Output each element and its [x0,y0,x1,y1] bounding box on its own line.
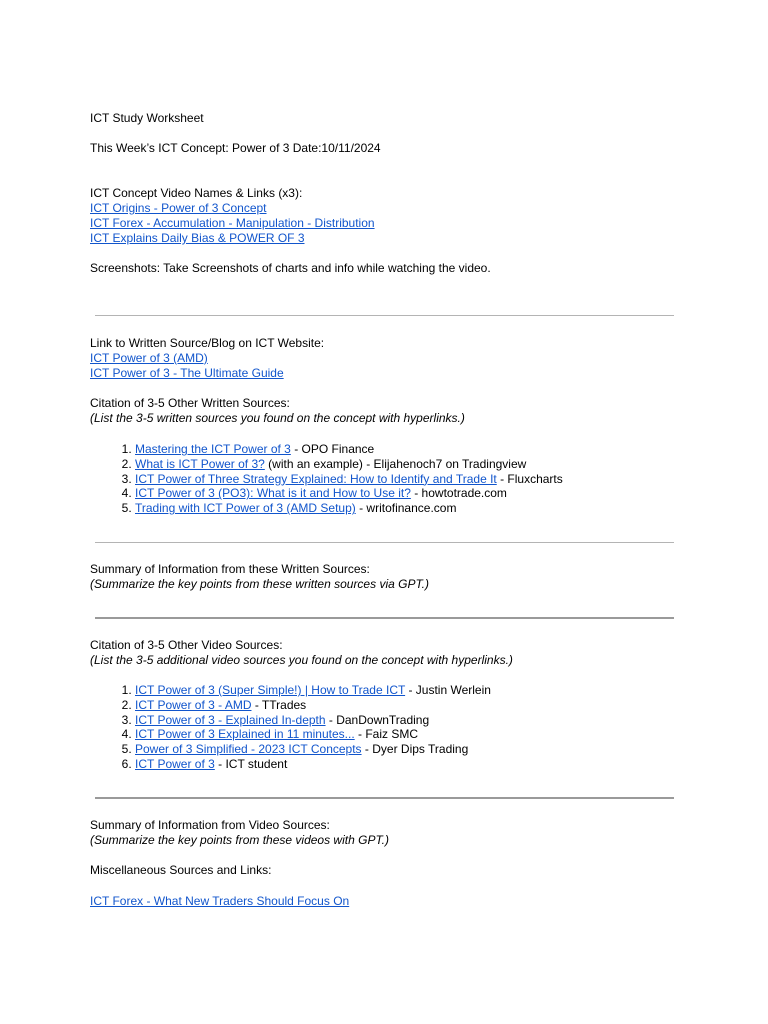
video-citation-source-4: - Faiz SMC [354,727,419,742]
divider-2 [95,542,674,543]
written-citation-source-2: (with an example) - Elijahenoch7 on Tradingview [264,456,527,471]
written-citations-header [90,396,465,426]
divider-3 [95,617,674,619]
video-summary-heading: Summary of Information from Video Sources: [90,818,330,832]
video-citation-link-4[interactable]: ICT Power of 3 Explained in 11 minutes... [135,727,355,742]
video-citation-source-5: - Dyer Dips Trading [361,742,469,757]
written-citation-source-4: - howtotrade.com [410,486,507,501]
list-item [135,442,563,457]
video-citation-link-3[interactable]: ICT Power of 3 - Explained In-depth [135,712,326,727]
video-citation-link-1[interactable]: ICT Power of 3 (Super Simple!) | How to Trade ICT [135,683,406,697]
written-citation-source-3: - Fluxcharts [496,471,563,486]
list-item [135,742,491,757]
video-citation-link-5[interactable]: Power of 3 Simplified - 2023 ICT Concepts [135,742,362,757]
written-link-2[interactable]: ICT Power of 3 - The Ultimate Guide [90,366,284,380]
video-citations-heading: Citation of 3-5 Other Video Sources: [90,638,283,652]
written-link-heading: Link to Written Source/Blog on ICT Website: [90,336,325,350]
list-item [135,457,563,472]
video-citation-source-3: - DanDownTrading [325,712,430,727]
list-item [135,727,491,742]
list-item [135,486,563,501]
screenshots-note: Screenshots: Take Screenshots of charts and info while watching the video. [90,261,491,275]
misc-heading: Miscellaneous Sources and Links: [90,863,272,877]
video-link-2[interactable]: ICT Forex - Accumulation - Manipulation - Distribution [90,216,375,230]
worksheet-title: ICT Study Worksheet [90,111,204,125]
video-citations-header [90,638,513,668]
written-summary-heading: Summary of Information from these Written Sources: [90,562,370,576]
list-item [135,757,491,772]
written-citations-list [90,442,563,516]
list-item [135,698,491,713]
video-link-3[interactable]: ICT Explains Daily Bias & POWER OF 3 [90,231,305,245]
video-summary-section [90,818,389,848]
concept-line: This Week’s ICT Concept: Power of 3 Date:10/11/2024 [90,141,381,155]
divider-1 [95,315,674,316]
list-item [135,501,563,516]
list-item [135,683,491,698]
video-citations-instruction: (List the 3-5 additional video sources you found on the concept with hyperlinks.) [90,653,513,667]
video-summary-instruction: (Summarize the key points from these videos with GPT.) [90,833,390,847]
written-citations-heading: Citation of 3-5 Other Written Sources: [90,396,290,410]
written-citation-link-4[interactable]: ICT Power of 3 (PO3): What is it and How to Use it? [135,486,411,501]
video-link-1[interactable]: ICT Origins - Power of 3 Concept [90,201,267,215]
misc-link[interactable]: ICT Forex - What New Traders Should Focus On [90,894,350,908]
written-citation-source-1: - OPO Finance [290,442,375,456]
list-item [135,713,491,728]
written-citations-instruction: (List the 3-5 written sources you found on the concept with hyperlinks.) [90,411,465,425]
video-citation-source-2: - TTrades [251,697,307,712]
video-links-section [90,186,375,246]
video-citation-link-6[interactable]: ICT Power of 3 [135,756,215,771]
written-citation-link-2[interactable]: What is ICT Power of 3? [135,456,265,471]
written-citation-link-3[interactable]: ICT Power of Three Strategy Explained: How to Identify and Trade It [135,471,497,486]
divider-4 [95,797,674,799]
video-citation-link-2[interactable]: ICT Power of 3 - AMD [135,697,252,712]
written-link-section [90,336,324,381]
video-citation-source-6: - ICT student [214,756,288,771]
written-summary-instruction: (Summarize the key points from these written sources via GPT.) [90,577,430,591]
written-citation-link-5[interactable]: Trading with ICT Power of 3 (AMD Setup) [135,501,356,516]
written-summary-section [90,562,429,592]
video-links-heading: ICT Concept Video Names & Links (x3): [90,186,303,200]
written-citation-link-1[interactable]: Mastering the ICT Power of 3 [135,442,291,456]
video-citations-list [90,683,491,772]
written-citation-source-5: - writofinance.com [355,501,457,516]
written-link-1[interactable]: ICT Power of 3 (AMD) [90,351,208,365]
video-citation-source-1: - Justin Werlein [405,683,491,697]
list-item [135,472,563,487]
